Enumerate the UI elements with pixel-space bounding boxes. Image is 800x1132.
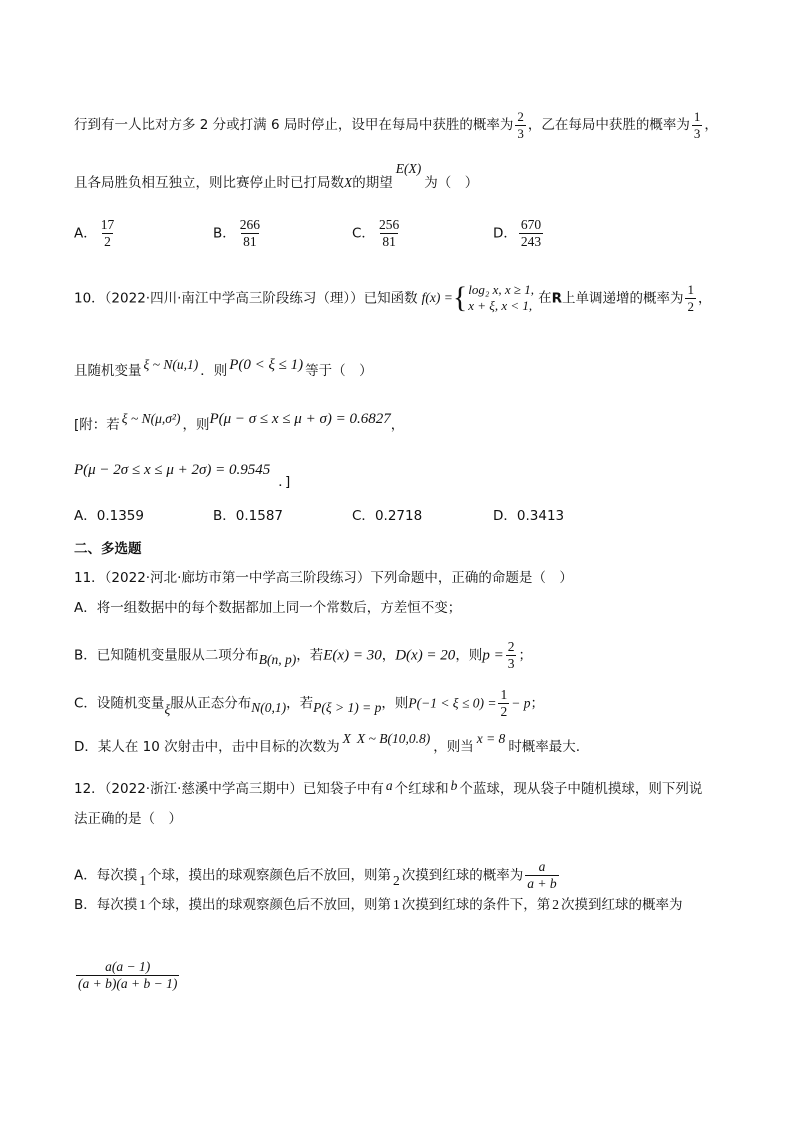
- q10-note2: P(μ − 2σ ≤ x ≤ μ + 2σ) = 0.9545．]: [74, 462, 291, 490]
- bold-r: R: [551, 290, 562, 307]
- q12-option-b[interactable]: B．每次摸 1 个球，摸出的球观察颜色后不放回，则第 1 次摸到红球的条件下，第 2 次摸到红球的概率为: [74, 897, 683, 913]
- q9-text: ，乙在每局中获胜的概率为: [527, 117, 690, 134]
- q12-stem-line2: 法正确的是（ ）: [74, 811, 182, 827]
- q10-note1: [附：若 ξ ~ N(μ,σ²) ，则P(μ − σ ≤ x ≤ μ + σ) = 0.6827，: [74, 411, 405, 433]
- q9-text: 的期望: [352, 175, 393, 191]
- fraction: $\frac{a}{a + b}$: [527, 859, 557, 892]
- math-expr: ξ ~ N(μ,σ²): [121, 411, 181, 426]
- math-expr: P(μ − 2σ ≤ x ≤ μ + 2σ) = 0.9545: [74, 462, 271, 478]
- math-expr: ξ ~ N(u,1): [143, 357, 199, 372]
- q9-option-c[interactable]: C． $\frac{256}{81}$: [352, 217, 400, 250]
- q10-line1: 10．（2022·四川·南江中学高三阶段练习（理））已知函数 f(x) ={ log₂ x, x ≥ 1, x + ξ, x < 1, 在R上单调递增的概率为 $\frac{1}{2}$ ，: [74, 281, 712, 315]
- fraction: $\frac{2}{3}$: [507, 639, 515, 672]
- fraction: $\frac{1}{2}$: [687, 282, 694, 314]
- q9-option-d[interactable]: D． $\frac{670}{243}$: [493, 217, 542, 250]
- math-expr: P(0 < ξ ≤ 1): [229, 357, 304, 373]
- q9-text: 且各局胜负相互独立，则比赛停止时已打局数: [74, 175, 344, 191]
- q9-text: 为（ ）: [424, 175, 479, 191]
- fraction: $\frac{1}{3}$: [693, 109, 701, 141]
- q11-option-b[interactable]: B．已知随机变量服从二项分布B(n, p)，若E(x) = 30，D(x) = 20，则p = $\frac{2}{3}$ ；: [74, 639, 532, 672]
- fraction: $\frac{256}{81}$: [378, 217, 400, 250]
- q12-option-a[interactable]: A．每次摸 1 个球，摸出的球观察颜色后不放回，则第 2 次摸到红球的概率为 $\frac{a}{a + b}$: [74, 859, 557, 892]
- q9-line2: [74, 161, 479, 191]
- fraction: $\frac{a(a - 1)}{(a + b)(a + b - 1)}$: [78, 959, 178, 992]
- q9-text: 行到有一人比对方多 2 分或打满 6 局时停止，设甲在每局中获胜的概率为: [74, 117, 514, 134]
- math-expr: E(X): [395, 161, 422, 176]
- brace: {: [452, 281, 468, 315]
- math-var: X: [344, 175, 353, 190]
- q11-option-d[interactable]: D．某人在 10 次射击中，击中目标的次数为X X ~ B(10,0.8)，则当x = 8时概率最大.: [74, 731, 581, 755]
- q9-line1: 行到有一人比对方多 2 分或打满 6 局时停止，设甲在每局中获胜的概率为 $\frac{2}{3}$ ，乙在每局中获胜的概率为 $\frac{1}{3}$ ，: [74, 109, 718, 141]
- q9-option-a[interactable]: A． $\frac{17}{2}$: [74, 217, 115, 250]
- q11-stem: 11．（2022·河北·廊坊市第一中学高三阶段练习）下列命题中，正确的命题是（ ）: [74, 570, 573, 586]
- piecewise: log₂ x, x ≥ 1, x + ξ, x < 1,: [468, 282, 535, 314]
- math-expr: P(μ − σ ≤ x ≤ μ + σ) = 0.6827: [209, 411, 391, 427]
- q10-line2: 且随机变量 ξ ~ N(u,1) ．则 P(0 < ξ ≤ 1) 等于（ ）: [74, 357, 373, 379]
- fraction: $\frac{17}{2}$: [100, 217, 115, 250]
- q12-stem-line1: 12．（2022·浙江·慈溪中学高三期中）已知袋子中有 a 个红球和 b 个蓝球，现从袋子中随机摸球，则下列说: [74, 778, 703, 797]
- fraction: $\frac{1}{2}$: [500, 687, 508, 720]
- q10-option-c[interactable]: C．0.2718: [352, 508, 423, 524]
- q11-option-c[interactable]: C．设随机变量ξ服从正态分布N(0,1)，若P(ξ > 1) = p，则P(−1 < ξ ≤ 0) = $\frac{1}{2}$ − p；: [74, 687, 544, 720]
- q10-option-a[interactable]: A．0.1359: [74, 508, 144, 524]
- fraction: $\frac{266}{81}$: [239, 217, 261, 250]
- q10-option-b[interactable]: B．0.1587: [213, 508, 284, 524]
- q10-option-d[interactable]: D．0.3413: [493, 508, 565, 524]
- fraction: $\frac{2}{3}$: [517, 109, 524, 141]
- q12-option-b-fraction: [74, 960, 181, 991]
- section-heading: 二、多选题: [74, 541, 142, 557]
- q9-option-b[interactable]: B． $\frac{266}{81}$: [213, 217, 261, 250]
- q11-option-a[interactable]: A．将一组数据中的每个数据都加上同一个常数后，方差恒不变；: [74, 600, 462, 616]
- q10-stem: 10．（2022·四川·南江中学高三阶段练习（理））已知函数: [74, 290, 418, 307]
- math-expr: f(x) =: [421, 290, 453, 306]
- fraction: $\frac{670}{243}$: [520, 217, 542, 250]
